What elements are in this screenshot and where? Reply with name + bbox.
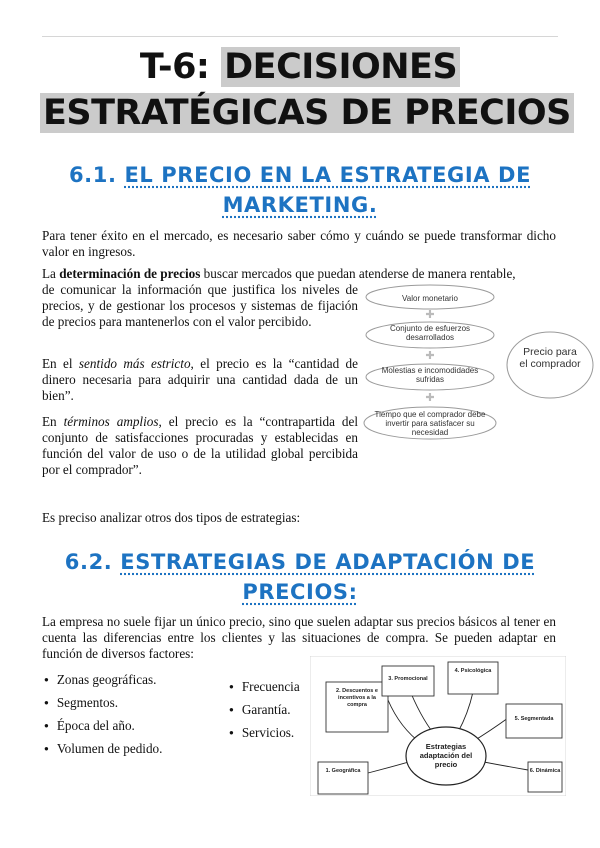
diagram1-item-2: Conjunto de esfuerzos desarrollados: [389, 324, 471, 342]
paragraph-6: La empresa no suele fijar un único precio, sino que suelen adaptar sus precios básicos al tener en cuenta las diferencias entre los clientes y las situaciones de compra. Se pueden adaptar en función de diversos factores:: [42, 614, 556, 661]
paragraph-3: En el sentido más estricto, el precio es la “cantidad de dinero necesaria para adquirir una cantidad dada de un bien”.: [42, 356, 358, 403]
diagram2-node-4: 4. Psicológica: [454, 668, 492, 674]
bullet-segmentos: ● Segmentos.: [44, 695, 118, 713]
paragraph-1: Para tener éxito en el mercado, es necesario saber cómo y cuándo se puede transformar dicho valor en ingresos.: [42, 228, 556, 259]
diagram2-node-5: 5. Segmentada: [514, 716, 554, 722]
diagram1-item-3: Molestias e incomodidades sufridas: [381, 366, 479, 384]
diagram1-result-box: [518, 346, 582, 386]
section1-heading: [40, 160, 560, 220]
bold-determinacion: determinación de precios: [59, 266, 201, 281]
diagram2-center: Estrategias adaptación del precio: [419, 742, 473, 769]
diagram2-center-box: [414, 742, 478, 772]
plus-icon: ✚: [425, 392, 435, 404]
diagram1-item-1: Valor monetario: [402, 294, 458, 303]
section1-heading-line2: MARKETING.: [222, 193, 378, 217]
diagram2-node-1-box: [318, 768, 368, 792]
price-adaptation-diagram: [310, 656, 566, 796]
paragraph-2: de comunicar la información que justifica los niveles de precios, y de gestionar los procesos y sistemas de fijación de precios para mantenerlos con el valor percibido.: [42, 282, 358, 329]
paragraph-2-line1: La determinación de precios buscar mercados que puedan atenderse de manera rentable,: [42, 266, 516, 281]
diagram2-node-6-box: [528, 768, 562, 788]
bullet-garantia: ● Garantía.: [229, 702, 291, 720]
diagram2-node-1: 1. Geográfica: [325, 768, 361, 774]
plus-icon: ✚: [425, 309, 435, 321]
section1-number: 6.1.: [68, 163, 125, 187]
bullet-zonas: ● Zonas geográficas.: [44, 672, 156, 690]
paragraph-4: En términos amplios, el precio es la “contrapartida del conjunto de satisfacciones procuradas y establecidas en función del valor de uso o de la utilidad global percibida por el comprador”.: [42, 414, 358, 477]
section1-heading-line1: EL PRECIO EN LA ESTRATEGIA DE: [124, 163, 532, 187]
diagram2-node-6: 6. Dinámica: [529, 768, 561, 774]
diagram2-node-2: 2. Descuentos e incentivos a la compra: [336, 688, 378, 708]
title-line2: ESTRATÉGICAS DE PRECIOS: [40, 93, 574, 133]
diagram2-node-3-box: [382, 676, 434, 692]
diagram2-node-2-box: [328, 688, 386, 728]
diagram2-node-4-box: [448, 668, 498, 692]
diagram1-item-4-box: [372, 410, 488, 440]
bullet-frecuencia: ● Frecuencia: [229, 679, 300, 697]
paragraph-5: Es preciso analizar otros dos tipos de estrategias:: [42, 510, 301, 525]
page-title: [40, 44, 571, 136]
section2-heading-line2: PRECIOS:: [242, 580, 358, 604]
title-prefix: T-6:: [139, 47, 222, 87]
title-line1: DECISIONES: [221, 47, 460, 87]
diagram1-item-2-box: [370, 324, 490, 348]
bullet-epoca: ● Época del año.: [44, 718, 135, 736]
price-perception-diagram: [360, 282, 600, 442]
plus-icon: ✚: [425, 350, 435, 362]
section2-heading: [40, 547, 560, 607]
diagram2-node-3: 3. Promocional: [388, 676, 428, 682]
top-rule: [42, 36, 558, 37]
bullet-volumen: ● Volumen de pedido.: [44, 741, 162, 759]
diagram1-item-3-box: [370, 366, 490, 390]
section2-number: 6.2.: [64, 550, 121, 574]
bullet-servicios: ● Servicios.: [229, 725, 294, 743]
diagram1-item-4: Tiempo que el comprador debe invertir para satisfacer su necesidad: [374, 410, 486, 437]
diagram2-node-5-box: [506, 716, 562, 732]
diagram1-result: Precio para el comprador: [519, 346, 581, 370]
section2-heading-line1: ESTRATEGIAS DE ADAPTACIÓN DE: [120, 550, 536, 574]
